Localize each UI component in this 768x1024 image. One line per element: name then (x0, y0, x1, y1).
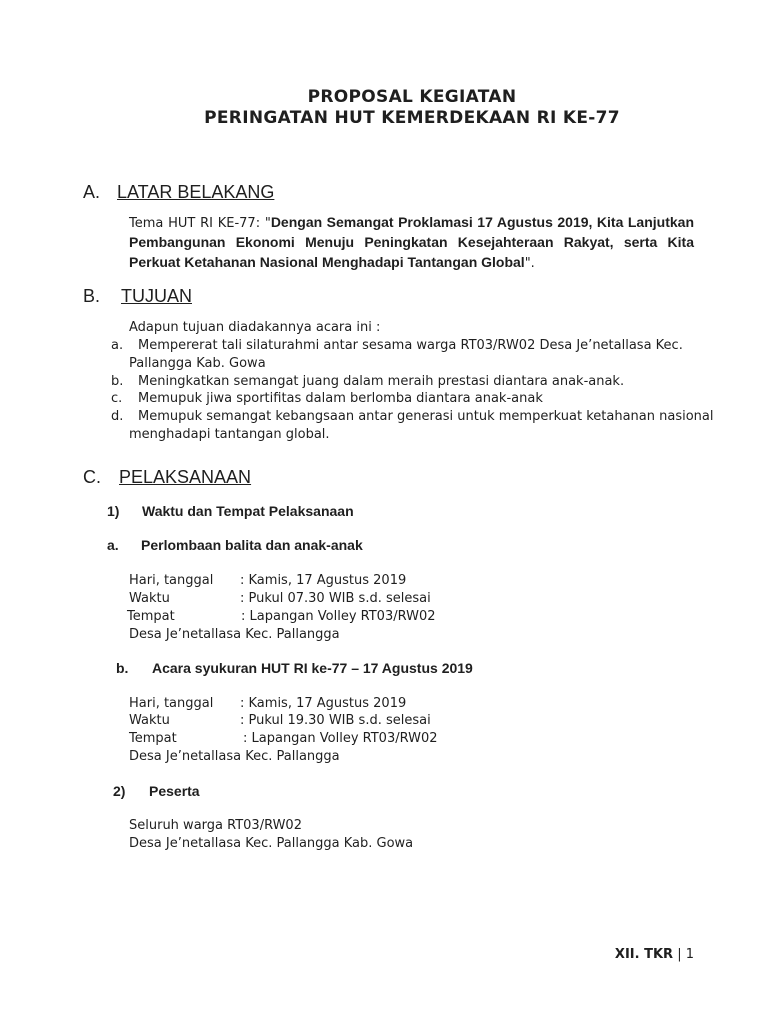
event-a-desa: Desa Je’netallasa Kec. Pallangga (129, 627, 340, 642)
event-b-marker: b. (116, 660, 129, 676)
event-b-tempat-value: : Lapangan Volley RT03/RW02 (243, 731, 438, 746)
peserta-line1: Seluruh warga RT03/RW02 (129, 818, 302, 833)
event-a-marker: a. (107, 537, 119, 553)
tujuan-item-c: Memupuk jiwa sportifitas dalam berlomba diantara anak-anak (138, 391, 543, 406)
page-footer (615, 947, 694, 962)
event-b-hari-value: : Kamis, 17 Agustus 2019 (240, 696, 407, 711)
proposal-subtitle: PERINGATAN HUT KEMERDEKAAN RI KE-77 (204, 108, 620, 128)
event-b-waktu-label: Waktu (129, 713, 170, 728)
event-a-label: Perlombaan balita dan anak-anak (141, 537, 363, 553)
section-a-letter: A. (83, 182, 101, 202)
tujuan-item-a-cont: Pallangga Kab. Gowa (129, 356, 266, 371)
event-a-hari-label: Hari, tanggal (129, 573, 214, 588)
section-b-heading: TUJUAN (121, 286, 192, 306)
event-a-tempat-value: : Lapangan Volley RT03/RW02 (241, 609, 436, 624)
sub2-label: Peserta (149, 783, 200, 799)
tujuan-item-d: Memupuk semangat kebangsaan antar generasi untuk memperkuat ketahanan nasional (138, 409, 714, 424)
peserta-line2: Desa Je’netallasa Kec. Pallangga Kab. Gowa (129, 836, 414, 851)
section-a-heading: LATAR BELAKANG (117, 182, 275, 202)
tujuan-marker-a: a. (111, 338, 124, 353)
tema-text: Dengan Semangat Proklamasi 17 Agustus 2019, Kita Lanjutkan Pembangunan Ekonomi Menuju Peningkatan Kesejahteraan Rakyat, serta Kita Perkuat Ketahanan Nasional Menghadapi Tantangan Global (129, 214, 694, 270)
event-b-label: Acara syukuran HUT RI ke-77 – 17 Agustus 2019 (152, 660, 473, 676)
event-a-waktu-label: Waktu (129, 591, 170, 606)
event-b-waktu-value: : Pukul 19.30 WIB s.d. selesai (240, 713, 431, 728)
tujuan-intro: Adapun tujuan diadakannya acara ini : (129, 320, 381, 335)
sub1-label: Waktu dan Tempat Pelaksanaan (142, 503, 354, 519)
section-c-letter: C. (83, 467, 101, 487)
sub1-marker: 1) (107, 503, 120, 519)
tujuan-marker-b: b. (111, 374, 124, 389)
tujuan-item-d-cont: menghadapi tantangan global. (129, 427, 330, 442)
tujuan-item-b: Meningkatkan semangat juang dalam meraih prestasi diantara anak-anak. (138, 374, 625, 389)
tujuan-marker-c: c. (111, 391, 123, 406)
page-number: 1 (685, 947, 694, 962)
event-b-hari-label: Hari, tanggal (129, 696, 214, 711)
footer-separator: | (677, 947, 682, 962)
section-b-letter: B. (83, 286, 101, 306)
tujuan-item-a: Mempererat tali silaturahmi antar sesama warga RT03/RW02 Desa Je’netallasa Kec. (138, 338, 683, 353)
tujuan-marker-d: d. (111, 409, 124, 424)
tema-paragraph (129, 213, 694, 273)
event-b-desa: Desa Je’netallasa Kec. Pallangga (129, 749, 340, 764)
event-a-tempat-label: Tempat (127, 609, 175, 624)
footer-class-label: XII. TKR (614, 947, 674, 962)
section-c-heading: PELAKSANAAN (119, 467, 252, 487)
sub2-marker: 2) (113, 783, 126, 799)
tema-prefix: Tema HUT RI KE-77: " (129, 216, 271, 231)
proposal-title: PROPOSAL KEGIATAN (307, 87, 517, 107)
event-b-tempat-label: Tempat (129, 731, 177, 746)
tema-suffix: ". (524, 256, 535, 271)
event-a-hari-value: : Kamis, 17 Agustus 2019 (240, 573, 407, 588)
event-a-waktu-value: : Pukul 07.30 WIB s.d. selesai (240, 591, 431, 606)
